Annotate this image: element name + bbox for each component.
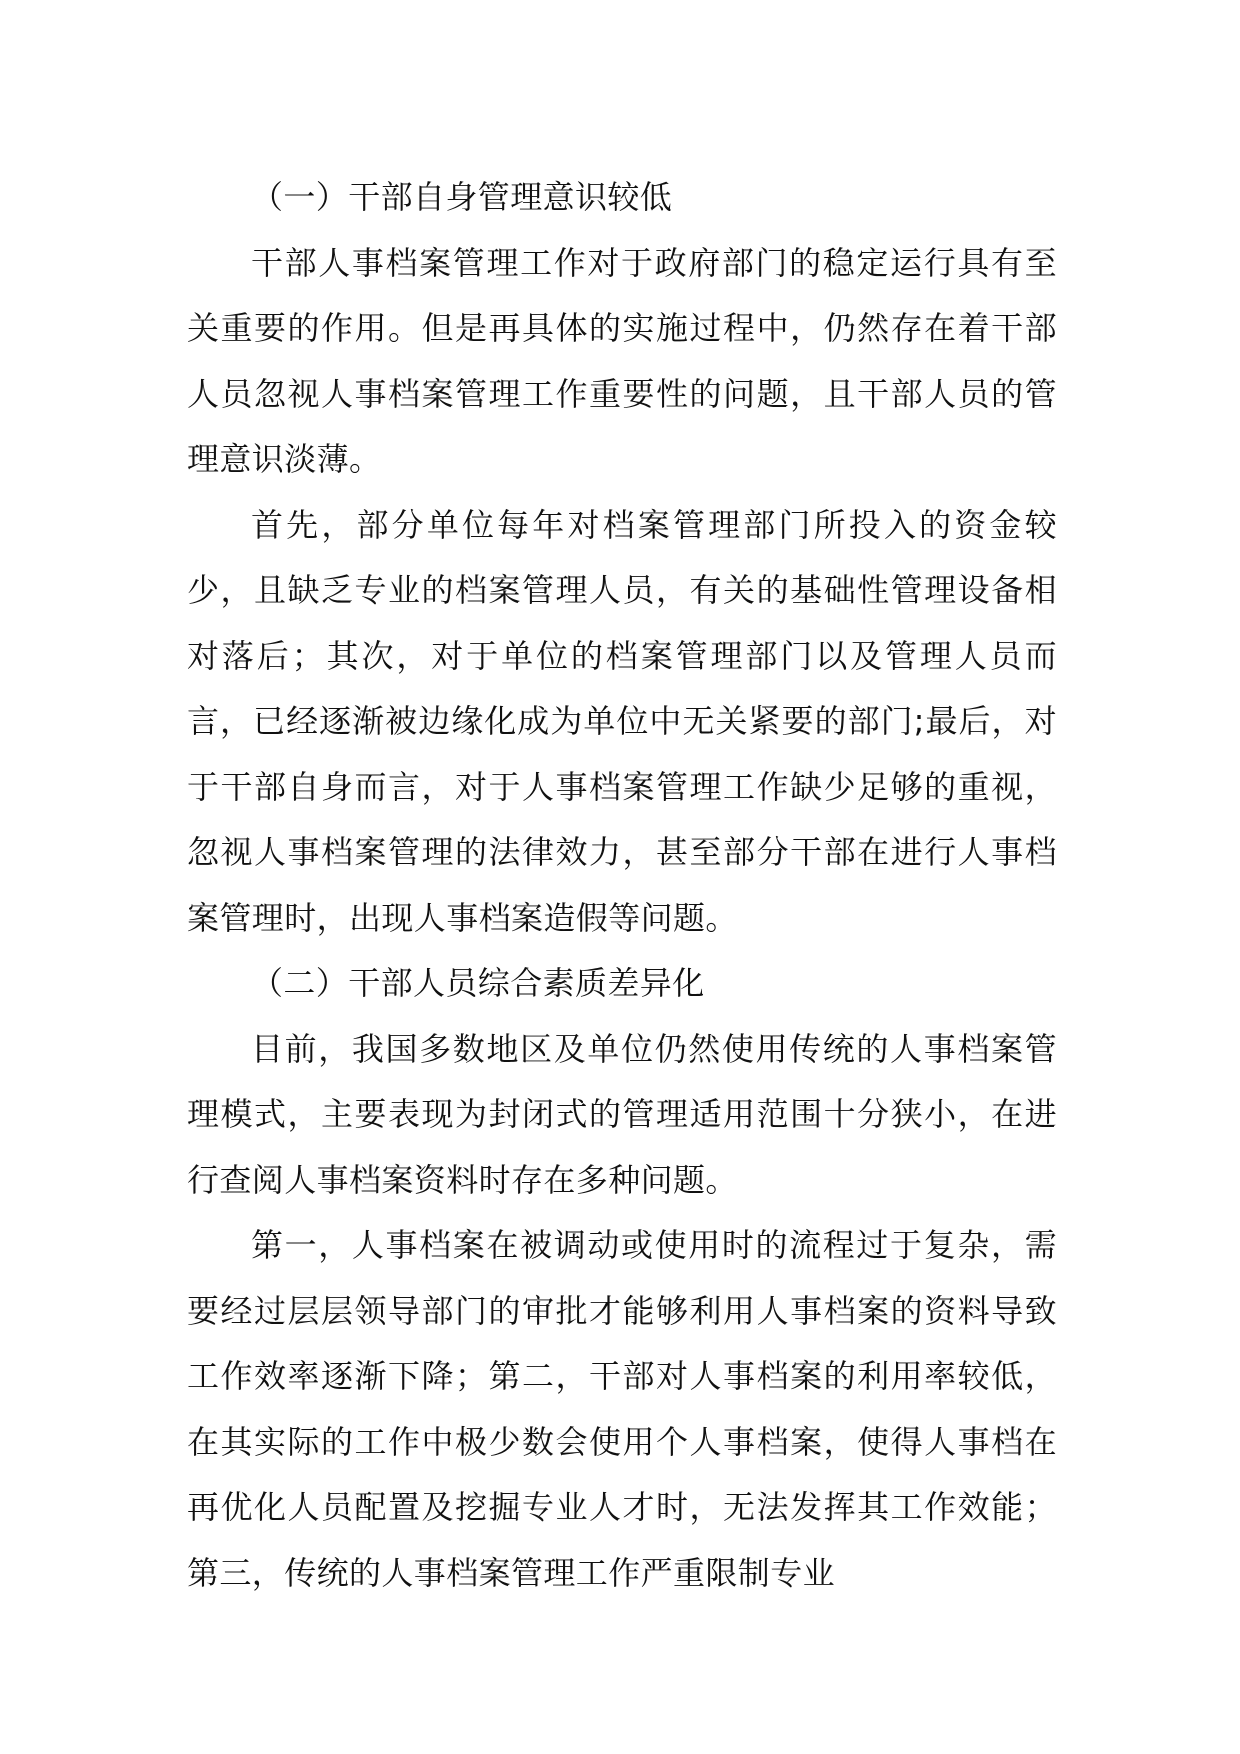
paragraph-1: 干部人事档案管理工作对于政府部门的稳定运行具有至关重要的作用。但是再具体的实施过程中，仍然存在着干部人员忽视人事档案管理工作重要性的问题，且干部人员的管理意识淡薄。 [187,243,1057,478]
paragraph-3: 目前，我国多数地区及单位仍然使用传统的人事档案管理模式，主要表现为封闭式的管理适用范围十分狭小，在进行查阅人事档案资料时存在多种问题。 [187,1029,1057,1199]
paragraph-4: 第一，人事档案在被调动或使用时的流程过于复杂，需要经过层层领导部门的审批才能够利用人事档案的资料导致工作效率逐渐下降；第二，干部对人事档案的利用率较低，在其实际的工作中极少数会使用个人事档案，使得人事档在再优化人员配置及挖掘专业人才时，无法发挥其工作效能；第三，传统的人事档案管理工作严重限制专业 [187,1226,1057,1592]
section-heading-1: （一）干部自身管理意识较低 [251,178,673,216]
section-heading-2: （二）干部人员综合素质差异化 [251,964,705,1002]
paragraph-2: 首先，部分单位每年对档案管理部门所投入的资金较少，且缺乏专业的档案管理人员，有关的基础性管理设备相对落后；其次，对于单位的档案管理部门以及管理人员而言，已经逐渐被边缘化成为单位中无关紧要的部门;最后，对于干部自身而言，对于人事档案管理工作缺少足够的重视，忽视人事档案管理的法律效力，甚至部分干部在进行人事档案管理时，出现人事档案造假等问题。 [187,505,1057,937]
document-body [187,165,1057,1606]
